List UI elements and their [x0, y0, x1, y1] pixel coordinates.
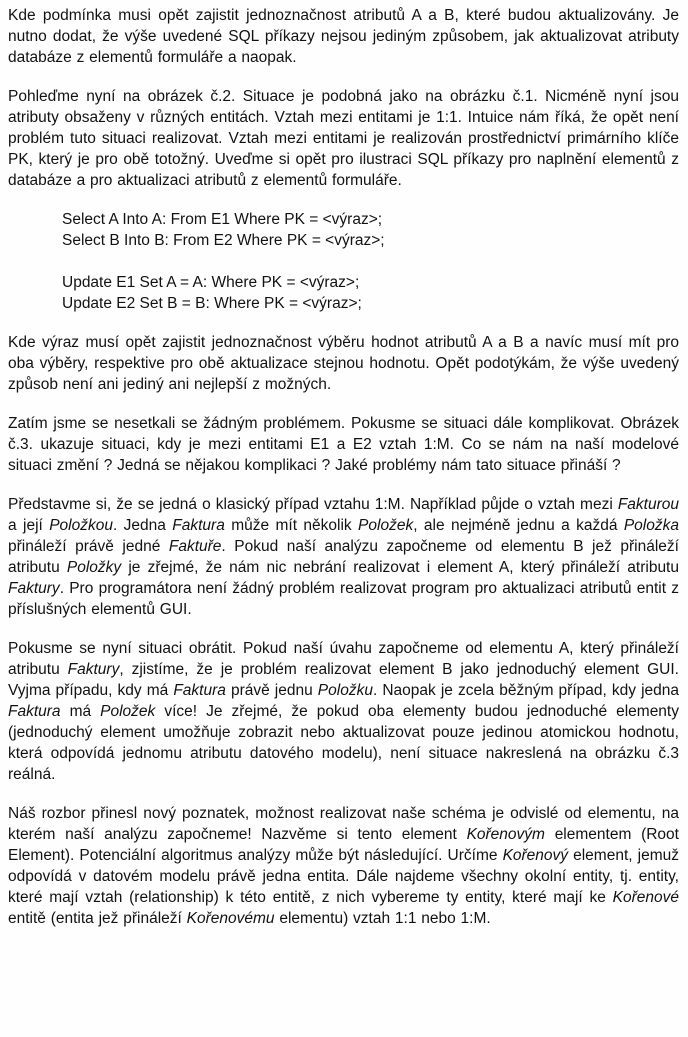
- code-line: Update E1 Set A = A: Where PK = <výraz>;: [62, 274, 360, 291]
- text-run: . Jedna: [112, 517, 173, 534]
- text-run: element, jemuž odpovídá v datovém modelu právě jedna entita. Dále najdeme všechny okolní entity, tj. entity, které mají vztah (relationship) k této entitě, z nich vybereme ty entity, které mají ke: [8, 847, 679, 906]
- text-run: , ale nejméně jednu a každá: [413, 517, 624, 534]
- text-run: Náš rozbor přinesl nový poznatek, možnost realizovat naše schéma je odvislé od elementu, na kterém naší analýzu započneme! Nazvěme si tento element: [8, 805, 679, 843]
- code-line: Update E2 Set B = B: Where PK = <výraz>;: [62, 295, 362, 312]
- text-run: Kde podmínka musi opět zajistit jednoznačnost atributů A a B, které budou aktualizovány. Je nutno dodat, že výše uvedené SQL příkazy nejsou jediným způsobem, jak aktualizovat atributy databáze z elementů formuláře a naopak.: [8, 7, 679, 66]
- italic-text-run: Faktury: [67, 661, 120, 678]
- italic-text-run: Položky: [66, 559, 122, 576]
- italic-text-run: Fakturou: [617, 496, 679, 513]
- text-run: Pokusme se nyní situaci obrátit. Pokud naší úvahu započneme od elementu A, který přináleží atributu: [8, 640, 679, 678]
- code-blank-line: [62, 251, 679, 272]
- text-run: je zřejmé, že nám nic nebrání realizovat i element A, který přináleží atributu: [121, 559, 679, 576]
- code-line: Select B Into B: From E2 Where PK = <výraz>;: [62, 232, 385, 249]
- sql-code-block: [62, 209, 679, 314]
- paragraph-intro-condition: [8, 5, 679, 68]
- italic-text-run: Položkou: [49, 517, 113, 534]
- italic-text-run: Položku: [317, 682, 373, 699]
- italic-text-run: Faktury: [8, 580, 60, 597]
- text-run: , zjistíme, že je problém realizovat element B jako jednoduchý element GUI. Vyjma případu, kdy má: [8, 661, 679, 699]
- paragraph-root-element: [8, 803, 679, 929]
- paragraph-reversed-situation: [8, 638, 679, 785]
- italic-text-run: Položek: [358, 517, 414, 534]
- italic-text-run: Kořenovým: [466, 826, 545, 843]
- text-run: Představme si, že se jedná o klasický případ vztahu 1:M. Například půjde o vztah mezi: [8, 496, 618, 513]
- italic-text-run: Faktura: [173, 682, 226, 699]
- text-run: Zatím jsme se nesetkali se žádným problémem. Pokusme se situaci dále komplikovat. Obrázek č.3. ukazuje situaci, kdy je mezi entitami E1 a E2 vztah 1:M. Co se nám na naší modelové situaci změní ? Jedná se nějakou komplikaci ? Jaké problémy nám tato situace přináší ?: [8, 415, 679, 474]
- text-run: má: [60, 703, 101, 720]
- paragraph-figure2-description: [8, 86, 679, 191]
- text-run: právě jednu: [225, 682, 318, 699]
- italic-text-run: Položek: [100, 703, 156, 720]
- paragraph-expression-condition: [8, 332, 679, 395]
- text-run: . Pokud naší analýzu započneme od elementu B jež přináleží atributu: [8, 538, 679, 576]
- text-run: . Naopak je zcela běžným případ, kdy jedna: [372, 682, 680, 699]
- text-run: entitě (entita jež přináleží: [8, 910, 187, 927]
- text-run: přináleží právě jedné: [8, 538, 169, 555]
- italic-text-run: Kořenovému: [186, 910, 275, 927]
- code-line: Select A Into A: From E1 Where PK = <výraz>;: [62, 211, 383, 228]
- text-run: více! Je zřejmé, že pokud oba elementy budou jednoduché elementy (jednoduchý element umožňuje zobrazit nebo aktualizovat pouze jedinou atomickou hodnotu, která odpovídá jednomu atributu datového modelu), není situace nakreslená na obrázku č.3 reálná.: [8, 703, 679, 783]
- text-run: Kde výraz musí opět zajistit jednoznačnost výběru hodnot atributů A a B a navíc musí mít pro oba výběry, respektive pro obě aktualizace stejnou hodnotu. Opět podotýkám, že výše uvedený způsob není ani jediný ani nejlepší z možných.: [8, 334, 679, 393]
- italic-text-run: Kořenový: [502, 847, 569, 864]
- italic-text-run: Faktuře: [168, 538, 222, 555]
- text-run: a její: [8, 517, 50, 534]
- paragraph-invoice-example: [8, 494, 679, 620]
- italic-text-run: Položka: [623, 517, 679, 534]
- italic-text-run: Kořenové: [612, 889, 679, 906]
- italic-text-run: Faktura: [172, 517, 225, 534]
- text-run: elementu) vztah 1:1 nebo 1:M.: [274, 910, 491, 927]
- italic-text-run: Faktura: [8, 703, 61, 720]
- text-run: . Pro programátora není žádný problém realizovat program pro aktualizaci atributů entit z příslušných elementů GUI.: [8, 580, 679, 618]
- text-run: elementem (Root Element). Potenciální algoritmus analýzy může být následující. Určíme: [8, 826, 679, 864]
- paragraph-figure3-question: [8, 413, 679, 476]
- text-run: může mít několik: [224, 517, 359, 534]
- text-run: Pohleďme nyní na obrázek č.2. Situace je podobná jako na obrázku č.1. Nicméně nyní jsou atributy obsaženy v různých entitách. Vztah mezi entitami je 1:1. Intuice nám říká, že opět není problém tuto situaci realizovat. Vztah mezi entitami je realizován prostřednictví primárního klíče PK, který je pro obě totožný. Uveďme si opět pro ilustraci SQL příkazy pro naplnění elementů z databáze a pro aktualizaci atributů z elementů formuláře.: [8, 88, 679, 189]
